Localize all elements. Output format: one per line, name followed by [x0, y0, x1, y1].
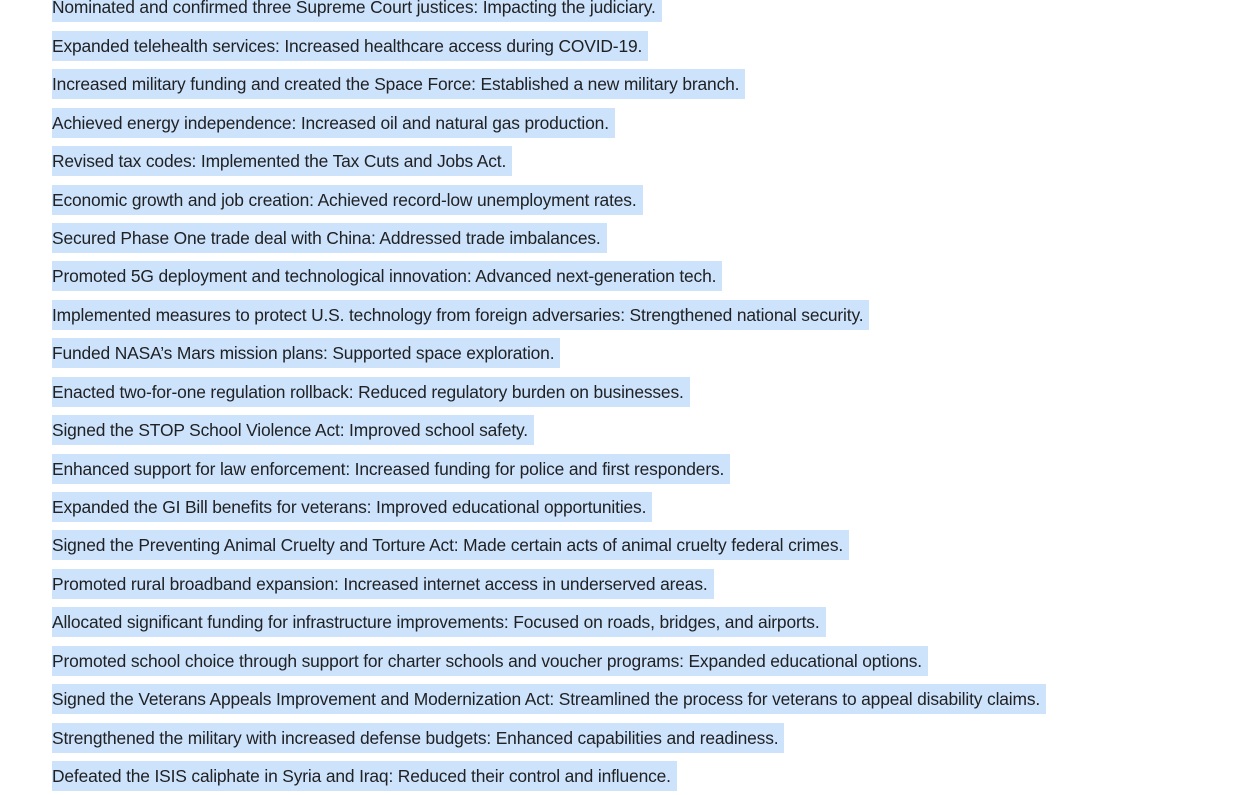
selected-text: Implemented measures to protect U.S. technology from foreign adversaries: Strengthened national security. — [52, 300, 869, 330]
text-line[interactable] — [52, 718, 1046, 756]
selected-text: Promoted rural broadband expansion: Increased internet access in underserved areas. — [52, 569, 714, 599]
text-line[interactable] — [52, 103, 1046, 141]
text-line[interactable] — [52, 219, 1046, 257]
text-line[interactable] — [52, 372, 1046, 410]
selected-text: Promoted school choice through support for charter schools and voucher programs: Expanded educational options. — [52, 646, 928, 676]
selected-text: Defeated the ISIS caliphate in Syria and Iraq: Reduced their control and influence. — [52, 761, 677, 791]
text-line[interactable] — [52, 641, 1046, 679]
text-line[interactable] — [52, 0, 1046, 26]
selected-text: Increased military funding and created the Space Force: Established a new military branch. — [52, 69, 745, 99]
selected-text: Secured Phase One trade deal with China: Addressed trade imbalances. — [52, 223, 607, 253]
selected-text: Expanded the GI Bill benefits for veterans: Improved educational opportunities. — [52, 492, 652, 522]
text-line[interactable] — [52, 257, 1046, 295]
text-line[interactable] — [52, 142, 1046, 180]
selected-text: Expanded telehealth services: Increased healthcare access during COVID-19. — [52, 31, 648, 61]
selected-text: Enacted two-for-one regulation rollback: Reduced regulatory burden on businesses. — [52, 377, 690, 407]
document-body — [52, 0, 1046, 795]
text-line[interactable] — [52, 411, 1046, 449]
selected-text: Economic growth and job creation: Achieved record-low unemployment rates. — [52, 185, 643, 215]
selected-text: Promoted 5G deployment and technological innovation: Advanced next-generation tech. — [52, 261, 722, 291]
selected-text: Signed the Preventing Animal Cruelty and Torture Act: Made certain acts of animal cruelty federal crimes. — [52, 530, 849, 560]
text-line[interactable] — [52, 449, 1046, 487]
selected-text: Enhanced support for law enforcement: Increased funding for police and first responders. — [52, 454, 730, 484]
text-line[interactable] — [52, 757, 1046, 795]
text-line[interactable] — [52, 565, 1046, 603]
selected-text: Signed the STOP School Violence Act: Improved school safety. — [52, 415, 534, 445]
selected-text: Allocated significant funding for infrastructure improvements: Focused on roads, bridges, and airports. — [52, 607, 826, 637]
text-line[interactable] — [52, 603, 1046, 641]
text-line[interactable] — [52, 26, 1046, 64]
text-line[interactable] — [52, 526, 1046, 564]
selected-text: Nominated and confirmed three Supreme Court justices: Impacting the judiciary. — [52, 0, 662, 22]
text-line[interactable] — [52, 65, 1046, 103]
text-line[interactable] — [52, 180, 1046, 218]
selected-text: Signed the Veterans Appeals Improvement and Modernization Act: Streamlined the process for veterans to appeal disability claims. — [52, 684, 1046, 714]
selected-text: Strengthened the military with increased defense budgets: Enhanced capabilities and readiness. — [52, 723, 784, 753]
selected-text: Revised tax codes: Implemented the Tax Cuts and Jobs Act. — [52, 146, 512, 176]
selected-text: Achieved energy independence: Increased oil and natural gas production. — [52, 108, 615, 138]
text-line[interactable] — [52, 488, 1046, 526]
text-line[interactable] — [52, 296, 1046, 334]
text-line[interactable] — [52, 334, 1046, 372]
text-line[interactable] — [52, 680, 1046, 718]
selected-text: Funded NASA’s Mars mission plans: Supported space exploration. — [52, 338, 560, 368]
